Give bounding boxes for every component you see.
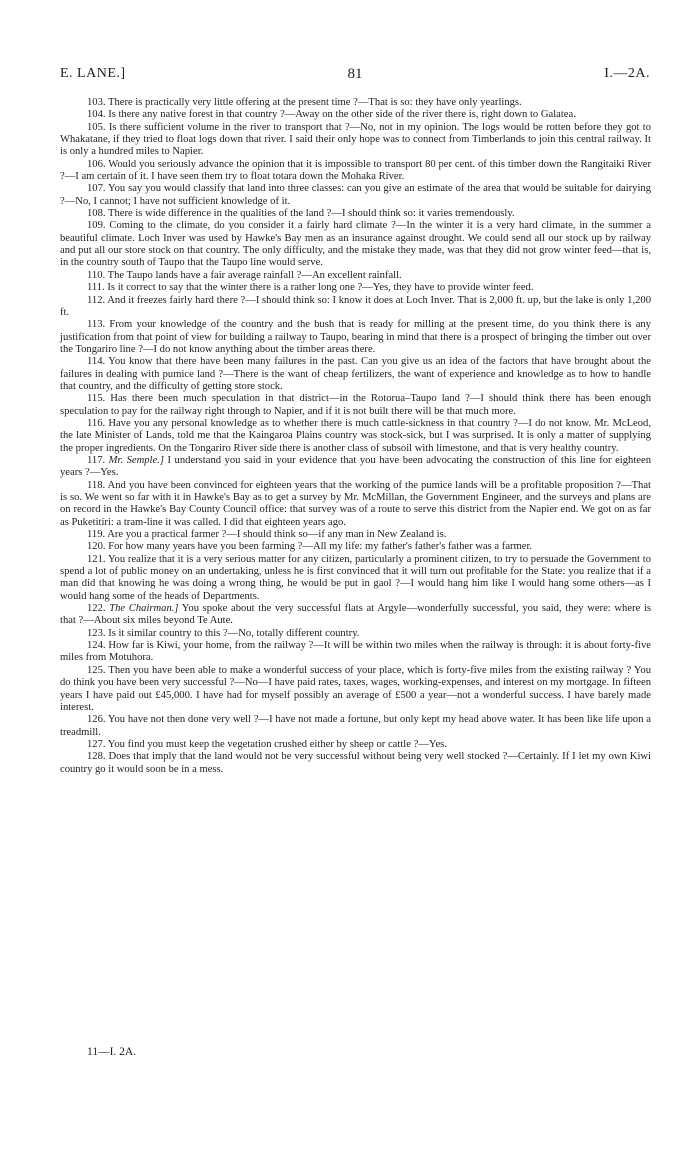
question-answer-paragraph xyxy=(60,529,651,541)
question-number: 117. xyxy=(87,454,109,466)
question-answer-paragraph xyxy=(60,122,651,159)
speaker-name: Mr. Semple.] xyxy=(108,454,164,466)
paragraph-text: 118. And you have been convinced for eighteen years that the working of the pumice lands will be a profitable proposition ?—That is so. We went so far with it in Hawke's Bay as to get a survey by Mr. McMillan, the Government Engineer, and the surveys and plans are on record in the Hawke's Bay County Council office: that survey was of a route to serve this district from the Napier end. We got on as far as Puketitiri: a tram-line it was called. I did that eighteen years ago. xyxy=(60,479,651,528)
question-answer-paragraph xyxy=(60,319,651,356)
question-answer-paragraph xyxy=(60,356,651,393)
question-answer-paragraph xyxy=(60,665,651,714)
paragraph-text: 112. And it freezes fairly hard there ?—I should think so: I know it does at Loch Inver. That is 2,000 ft. up, but the lake is only 1,200 ft. xyxy=(60,294,651,318)
question-answer-paragraph xyxy=(60,97,651,109)
paragraph-text: 126. You have not then done very well ?—I have not made a fortune, but only kept my head above water. It has been like life upon a treadmill. xyxy=(60,714,651,738)
paragraph-text: 109. Coming to the climate, do you consider it a fairly hard climate ?—In the winter it is a very hard climate, in the summer a beautiful climate. Loch Inver was used by Hawke's Bay men as an insurance against drought. We could send all our stock up by railway and put all our store stock on that country. The only difficulty, and the mistake they made, was that they did not grow winter feed—that is, in the country south of Taupo that the Taupo line would serve. xyxy=(60,220,651,269)
evidence-text xyxy=(60,97,651,776)
question-answer-paragraph xyxy=(60,282,651,294)
question-answer-paragraph xyxy=(60,455,651,480)
question-answer-paragraph xyxy=(60,220,651,269)
question-answer-paragraph xyxy=(60,751,651,776)
header-document-ref: I.—2A. xyxy=(604,66,650,81)
question-number: 122. xyxy=(87,603,110,615)
question-answer-paragraph xyxy=(60,541,651,553)
question-answer-paragraph xyxy=(60,640,651,665)
question-answer-paragraph xyxy=(60,393,651,418)
question-answer-paragraph xyxy=(60,739,651,751)
question-answer-paragraph xyxy=(60,183,651,208)
paragraph-text: 110. The Taupo lands have a fair average rainfall ?—An excellent rainfall. xyxy=(87,269,402,281)
paragraph-text: 106. Would you seriously advance the opinion that it is impossible to transport 80 per cent. of this timber down the Rangitaiki River ?—I am certain of it. I have seen them try to float totara down the Mohaka River. xyxy=(60,158,651,183)
paragraph-text: 121. You realize that it is a very serious matter for any citizen, particularly a prominent citizen, to try to persuade the Government to spend a lot of public money on an undertaking, unless he is first convinced that it will turn out profitable for the State: you realize that if a man did that knowing he was doing a wrong thing, he would be put in gaol ?—I would hang him like I would hang some others—as I would hang some of the heads of Departments. xyxy=(60,553,651,602)
paragraph-text: 116. Have you any personal knowledge as to whether there is much cattle-sickness in that country ?—I do not know. Mr. McLeod, the late Minister of Lands, told me that the Kaingaroa Plains country was stock-sick, but I was surprised. It is only a matter of supplying the proper ingredients. On the Tongariro River side there is another class of subsoil with limestone, and that is very healthy country. xyxy=(60,417,651,454)
paragraph-text: 128. Does that imply that the land would not be very successful without being very well stocked ?—Certainly. If I let my own Kiwi country go it would soon be in a mess. xyxy=(60,751,651,775)
paragraph-text: 127. You find you must keep the vegetation crushed either by sheep or cattle ?—Yes. xyxy=(87,738,447,750)
paragraph-text: You spoke about the very successful flats at Argyle—wonderfully successful, you said, they were: where is that ?—About six miles beyond Te Aute. xyxy=(60,603,652,627)
question-answer-paragraph xyxy=(60,270,651,282)
question-answer-paragraph xyxy=(60,603,651,628)
paragraph-text: 107. You say you would classify that land into three classes: can you give an estimate of the area that would be suitable for dairying ?—No, I cannot; I have not sufficient knowledge of it. xyxy=(60,183,651,207)
page-header xyxy=(60,66,650,86)
paragraph-text: I understand you said in your evidence that you have been advocating the construction of this line for eighteen years ?—Yes. xyxy=(60,454,651,479)
question-answer-paragraph xyxy=(60,480,651,529)
speaker-name: The Chairman.] xyxy=(109,603,179,615)
question-answer-paragraph xyxy=(60,295,651,320)
question-answer-paragraph xyxy=(60,554,651,603)
paragraph-text: 115. Has there been much speculation in that district—in the Rotorua–Taupo land ?—I should think there has been enough speculation to pay for the railway right through to Napier, and if it is not built there will be that much more. xyxy=(60,393,651,417)
paragraph-text: 108. There is wide difference in the qualities of the land ?—I should think so: it varies tremendously. xyxy=(87,208,515,220)
paragraph-text: 119. Are you a practical farmer ?—I should think so—if any man in New Zealand is. xyxy=(87,529,447,541)
paragraph-text: 123. Is it similar country to this ?—No, totally different country. xyxy=(87,627,360,639)
paragraph-text: 105. Is there sufficient volume in the river to transport that ?—No, not in my opinion. The logs would be rotten before they got to Whakatane, if they tried to float logs down that river. I said their only hope was to connect from Timberlands to join this central railway. It is only a hundred miles to Napier. xyxy=(60,121,651,158)
paragraph-text: 125. Then you have been able to make a wonderful success of your place, which is forty-five miles from the existing railway ? You do think you have been very successful ?—No—I have paid rates, taxes, wages, working-expenses, and interest on my mortgage. In fifteen years I have paid out £45,000. I have had for myself possibly an average of £500 a year—not a wonderful success. I have barely made interest. xyxy=(60,664,651,713)
paragraph-text: 104. Is there any native forest in that country ?—Away on the other side of the river there is, right down to Galatea. xyxy=(87,109,576,121)
paragraph-text: 111. Is it correct to say that the winter there is a rather long one ?—Yes, they have to provide winter feed. xyxy=(87,282,534,294)
paragraph-text: 124. How far is Kiwi, your home, from the railway ?—It will be within two miles when the railway is through: it is about forty-five miles from Motuhora. xyxy=(60,640,651,664)
paragraph-text: 114. You know that there have been many failures in the past. Can you give us an idea of the factors that have brought about the failures in dealing with pumice land ?—There is the want of cheap fertilizers, the want of experience and knowledge as to how to handle that country, and the difficulty of getting store stock. xyxy=(60,356,651,392)
question-answer-paragraph xyxy=(60,208,651,220)
paragraph-text: 120. For how many years have you been farming ?—All my life: my father's father's father was a farmer. xyxy=(87,541,533,553)
question-answer-paragraph xyxy=(60,109,651,121)
question-answer-paragraph xyxy=(60,418,651,455)
paragraph-text: 113. From your knowledge of the country and the bush that is ready for milling at the present time, do you think there is any justification from that point of view for building a railway to Taupo, bearing in mind that there is a prospect of bringing the timber out over the Tongariro line ?—I do not know anything about the timber areas there. xyxy=(60,319,651,355)
question-answer-paragraph xyxy=(60,628,651,640)
header-witness-name: E. LANE.] xyxy=(60,66,126,81)
paragraph-text: 103. There is practically very little offering at the present time ?—That is so: they have only yearlings. xyxy=(87,97,522,108)
signature-mark: 11—I. 2A. xyxy=(87,1046,137,1058)
question-answer-paragraph xyxy=(60,159,651,184)
page-number: 81 xyxy=(347,66,363,82)
question-answer-paragraph xyxy=(60,714,651,739)
